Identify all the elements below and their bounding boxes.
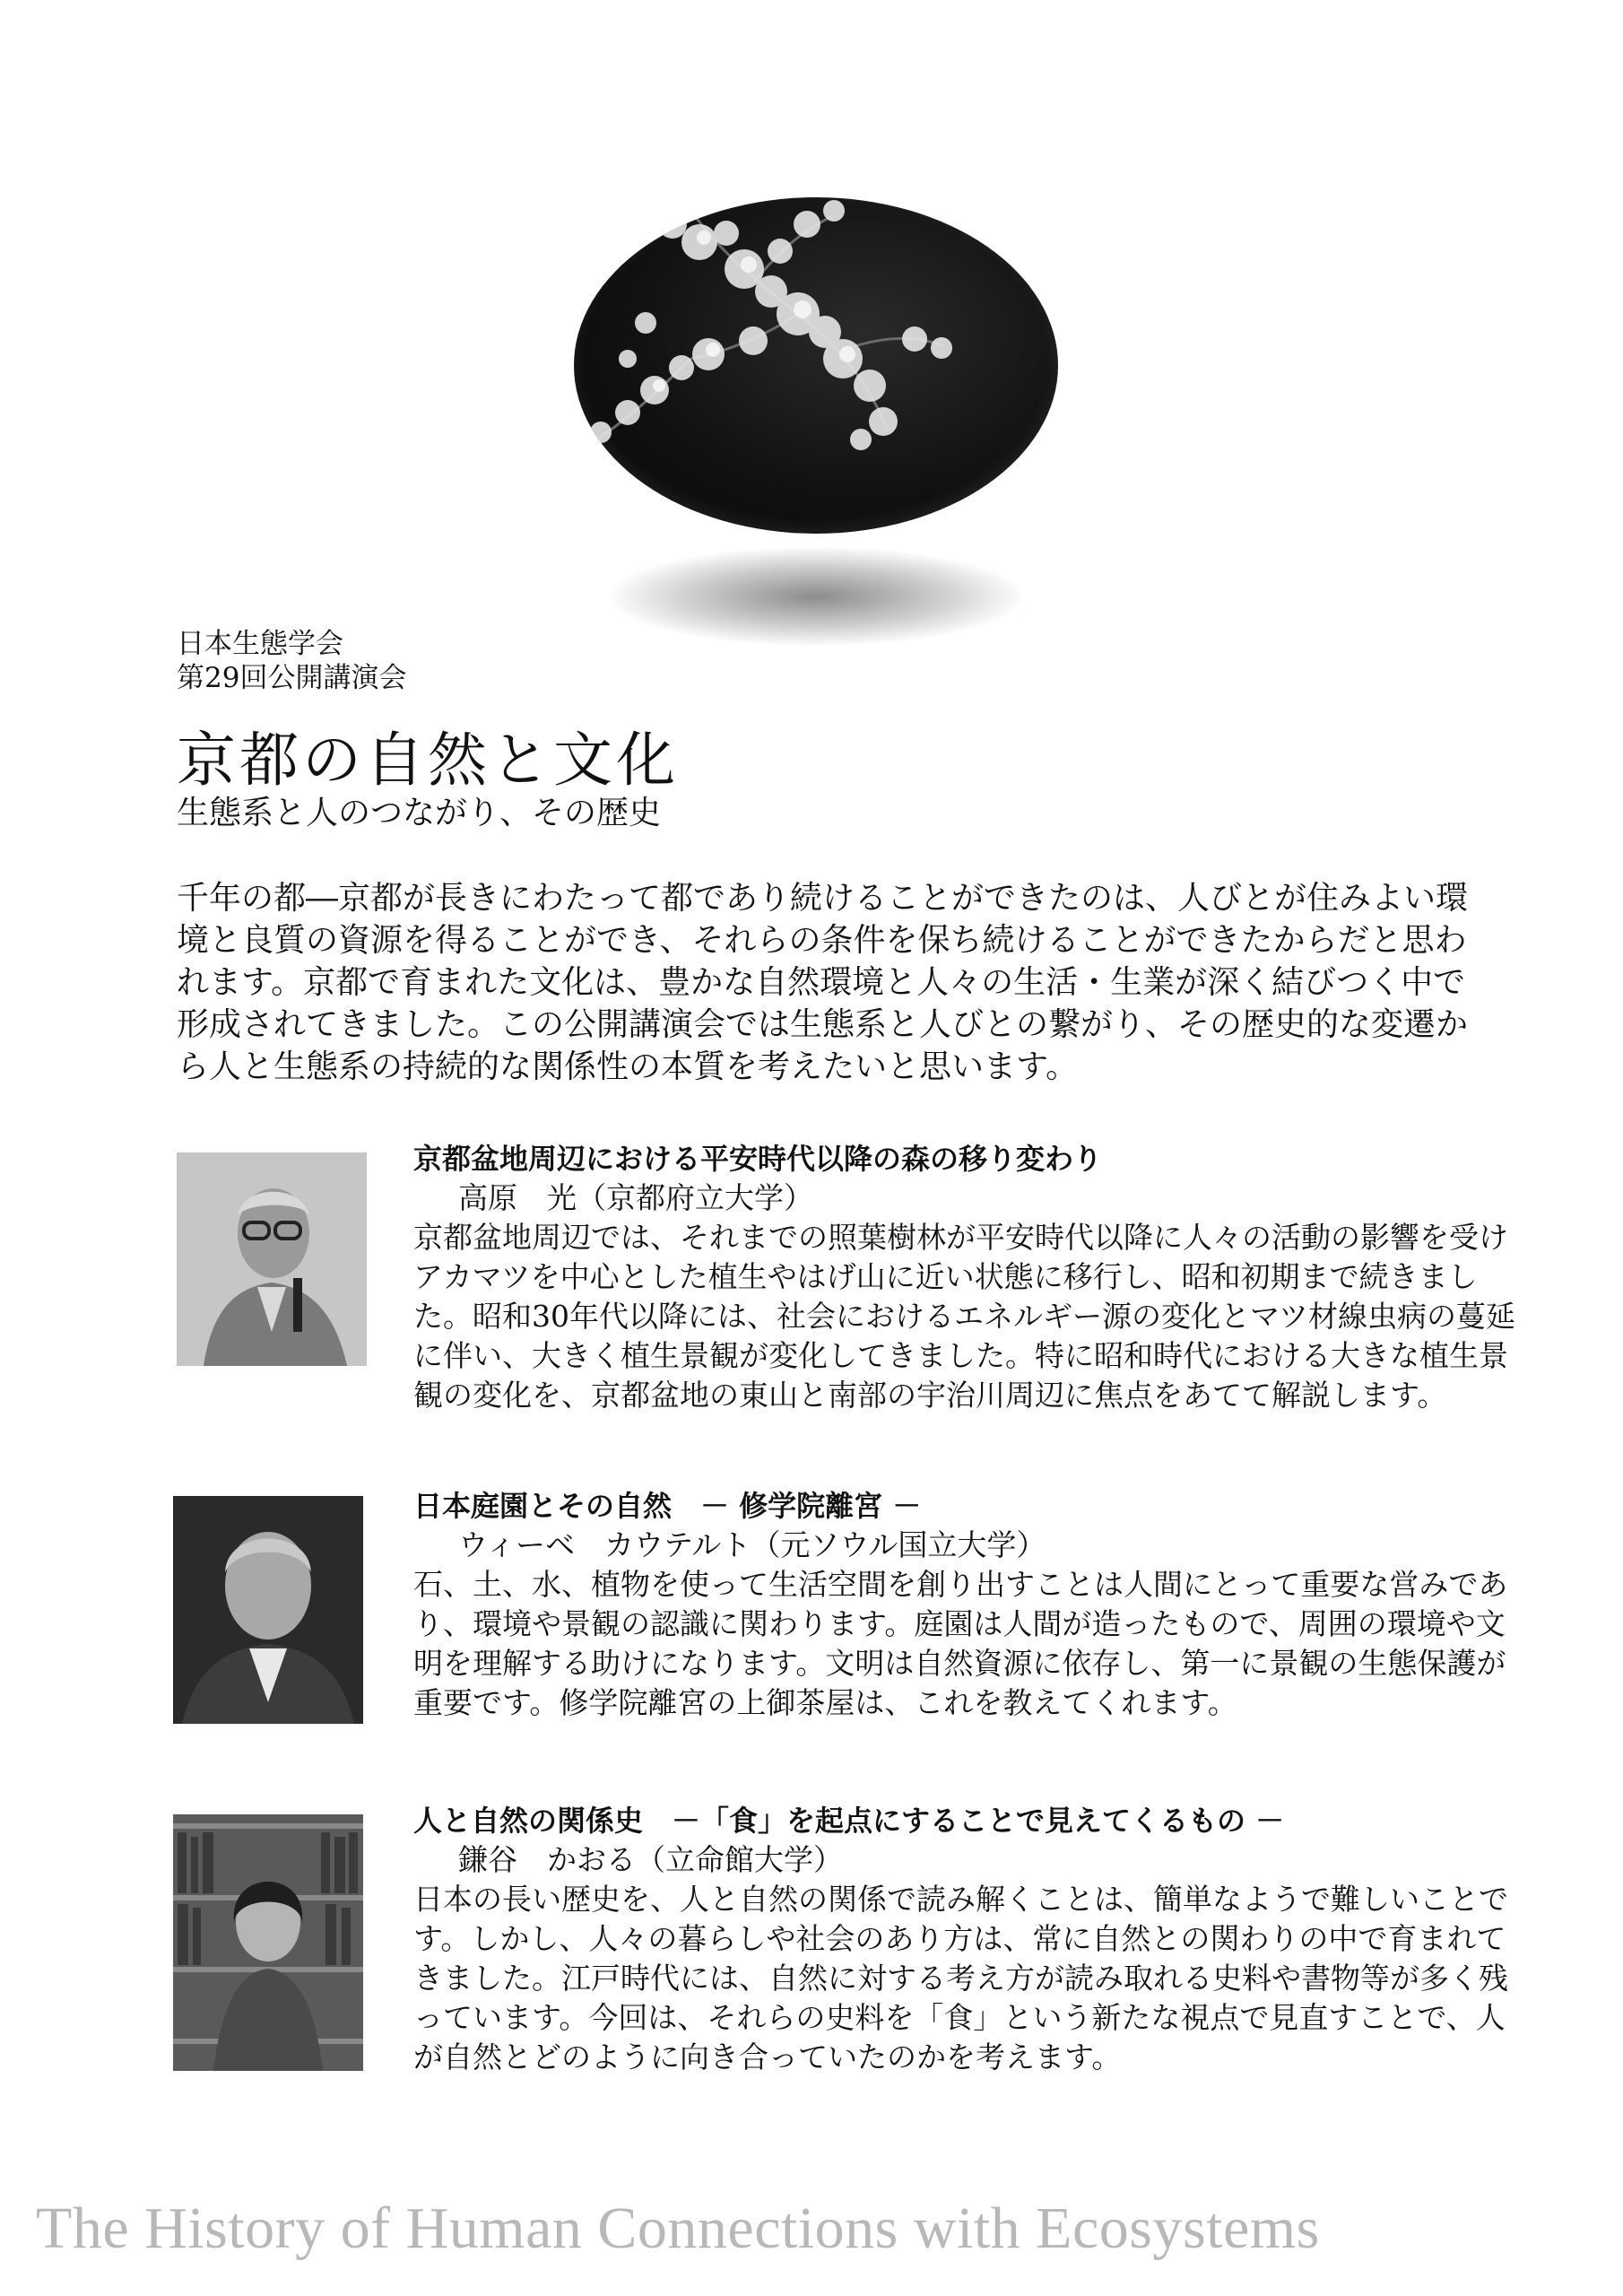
talk-2-speaker: ウィーベ カウテルト（元ソウル国立大学）	[458, 1527, 1046, 1562]
talk-2-title: 日本庭園とその自然 － 修学院離宮 －	[413, 1489, 922, 1523]
talk-1-speaker: 高原 光（京都府立大学）	[458, 1180, 813, 1215]
talk-3-title: 人と自然の関係史 －「食」を起点にすることで見えてくるもの －	[413, 1804, 1285, 1838]
page-subtitle: 生態系と人のつながり、その歴史	[177, 795, 662, 831]
speaker-photo-kamatani	[173, 1814, 363, 2071]
hero-shadow	[610, 547, 1022, 646]
speaker-photo-takahara	[177, 1152, 367, 1366]
talk-1-title: 京都盆地周辺における平安時代以降の森の移り変わり	[413, 1142, 1103, 1176]
lecture-number: 第29回公開講演会	[177, 662, 407, 694]
talk-1-description: 京都盆地周辺では、それまでの照葉樹林が平安時代以降に人々の活動の影響を受けアカマツを中心とした植生やはげ山に近い状態に移行し、昭和初期まで続きました。昭和30年代以降には、社会におけるエネルギー源の変化とマツ材線虫病の蔓延に伴い、大きく植生景観が変化してきました。特に昭和時代における大きな植生景観の変化を、京都盆地の東山と南部の宇治川周辺に焦点をあてて解説します。	[413, 1220, 1516, 1413]
cherry-blossom-illustration	[574, 197, 1058, 534]
footer-english-title: The History of Human Connections with Ecosystems	[36, 2196, 1320, 2261]
intro-paragraph: 千年の都―京都が長きにわたって都であり続けることができたのは、人びとが住みよい環境と良質の資源を得ることができ、それらの条件を保ち続けることができたからだと思われます。京都で育まれた文化は、豊かな自然環境と人々の生活・生業が深く結びつく中で形成されてきました。この公開講演会では生態系と人びとの繋がり、その歴史的な変遷から人と生態系の持続的な関係性の本質を考えたいと思います。	[177, 880, 1469, 1085]
cherry-blossom-image	[574, 197, 1058, 534]
speaker-photo-kuitert	[173, 1496, 363, 1724]
talk-3-description: 日本の長い歴史を、人と自然の関係で読み解くことは、簡単なようで難しいことです。しかし、人々の暮らしや社会のあり方は、常に自然との関わりの中で育まれてきました。江戸時代には、自然に対する考え方が読み取れる史料や書物等が多く残っています。今回は、それらの史料を「食」という新たな視点で見直すことで、人が自然とどのように向き合っていたのかを考えます。	[413, 1882, 1508, 2074]
talk-3-speaker: 鎌谷 かおる（立命館大学）	[458, 1842, 843, 1877]
talk-3	[413, 1801, 1516, 2077]
talk-2	[413, 1486, 1516, 1723]
talk-1	[413, 1139, 1516, 1415]
talk-2-description: 石、土、水、植物を使って生活空間を創り出すことは人間にとって重要な営みであり、環境や景観の認識に関わります。庭園は人間が造ったもので、周囲の環境や文明を理解する助けになります。文明は自然資源に依存し、第一に景観の生態保護が重要です。修学院離宮の上御茶屋は、これを教えてくれます。	[413, 1567, 1508, 1720]
organization-name: 日本生態学会	[177, 628, 343, 660]
page-title: 京都の自然と文化	[177, 726, 679, 795]
